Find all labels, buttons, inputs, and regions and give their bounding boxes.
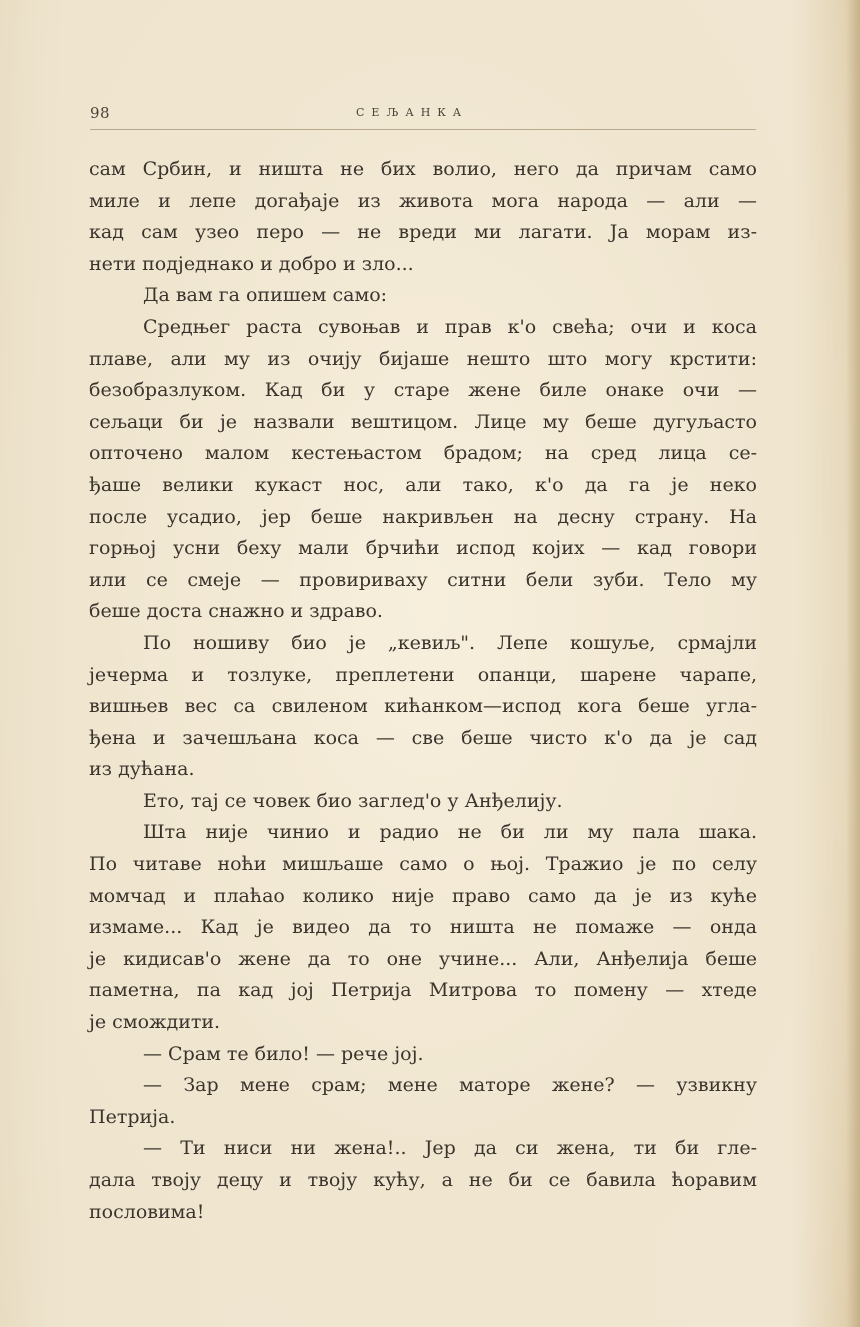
paragraph <box>89 817 757 1038</box>
page-header <box>90 104 756 128</box>
text-line: — Зар мене срам; мене маторе жене? — узвикну <box>143 1074 757 1097</box>
body-text <box>89 154 757 1228</box>
text-line: измаме... Кад је видео да то ништа не помаже — онда <box>89 916 757 939</box>
paragraph <box>89 312 757 628</box>
text-line: ђена и зачешљана коса — све беше чисто к'о да је сад <box>89 726 757 749</box>
text-line: миле и лепе догађаје из живота мога народа — али — <box>89 189 757 212</box>
text-line: момчад и плаћао колико није право само да је из куће <box>89 884 757 907</box>
text-line: јечерма и тозлуке, преплетени опанци, шарене чарапе, <box>89 663 757 686</box>
text-line: По читаве ноћи мишљаше само о њој. Тражио је по селу <box>89 853 757 876</box>
text-line: беше доста снажно и здраво. <box>89 600 383 623</box>
text-line: дала твоју децу и твоју кућу, а не би се бавила ћоравим <box>89 1169 757 1191</box>
text-line: вишњев вес са свиленом кићанком—испод кога беше угла- <box>89 695 757 718</box>
text-line: је кидисав'о жене да то оне учине... Али, Анђелија беше <box>89 947 757 970</box>
text-line: Ето, тај се човек био заглед'о у Анђелију. <box>143 789 563 812</box>
text-line: опточено малом кестењастом брадом; на сред лица се- <box>89 442 757 465</box>
text-line: је смождити. <box>89 1011 221 1034</box>
text-line: Средњег раста сувоњав и прав к'о свећа; очи и коса <box>143 315 757 338</box>
header-rule <box>90 129 756 130</box>
paragraph <box>89 1039 757 1071</box>
text-line: горњој усни беху мали брчићи испод којих — кад говори <box>89 537 757 560</box>
text-line: сељаци би је назвали вештицом. Лице му беше дугуљасто <box>89 410 757 433</box>
paragraph <box>89 280 757 312</box>
page-number: 98 <box>90 104 111 122</box>
paragraph <box>89 1133 757 1228</box>
text-line: нети подједнако и добро и зло... <box>89 252 414 275</box>
paragraph <box>89 786 757 818</box>
text-line: кад сам узео перо — не вреди ми лагати. Ја морам из- <box>89 221 757 244</box>
text-line: Шта није чинио и радио не би ли му пала шака. <box>143 821 757 844</box>
paragraph <box>89 154 757 280</box>
text-line: сам Србин, и ништа не бих волио, него да причам само <box>89 158 757 180</box>
text-line: паметна, па кад јој Петрија Митрова то помену — хтеде <box>89 979 757 1002</box>
text-line: из дућана. <box>89 758 195 781</box>
text-line: Да вам га опишем само: <box>143 284 388 307</box>
running-title: СЕЉАНКА <box>356 106 469 119</box>
text-line: — Срам те било! — рече јој. <box>143 1042 424 1065</box>
text-line: пословима! <box>89 1200 205 1223</box>
page-edge-shadow <box>846 0 860 1327</box>
text-line: безобразлуком. Кад би у старе жене биле онаке очи — <box>89 379 757 402</box>
paragraph <box>89 1070 757 1133</box>
text-line: или се смеје — провириваху ситни бели зуби. Тело му <box>89 568 757 591</box>
paragraph <box>89 628 757 786</box>
text-line: — Ти ниси ни жена!.. Јер да си жена, ти би гле- <box>143 1137 757 1160</box>
text-line: плаве, али му из очију бијаше нешто што могу крстити: <box>89 347 757 370</box>
text-line: после усадио, јер беше накривљен на десну страну. На <box>89 505 757 528</box>
text-line: Петрија. <box>89 1105 176 1128</box>
text-line: По ношиву био је „кевиљ". Лепе кошуље, срмајли <box>143 631 757 654</box>
text-line: ђаше велики кукаст нос, али тако, к'о да га је неко <box>89 473 757 496</box>
